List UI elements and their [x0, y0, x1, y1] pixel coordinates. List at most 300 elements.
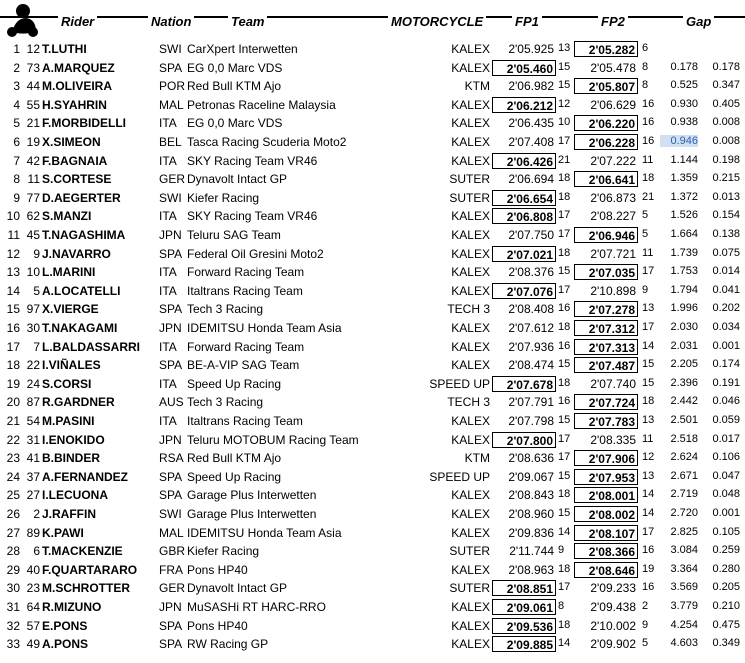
gap-previous-cell: 0.106 [712, 451, 740, 464]
motorcycle-cell: KALEX [451, 507, 490, 521]
position-cell: 1 [13, 42, 20, 56]
table-row [0, 339, 745, 357]
fp1-time-cell: 2'08.851 [492, 580, 556, 596]
table-row [0, 599, 745, 617]
header-gap: Gap [683, 14, 714, 29]
team-cell: Dynavolt Intact GP [187, 172, 288, 187]
fp2-time-cell: 2'07.035 [574, 264, 638, 280]
position-cell: 18 [6, 358, 20, 373]
gap-first-cell: 4.603 [670, 637, 698, 650]
fp2-time-cell: 2'08.001 [574, 487, 638, 503]
position-cell: 13 [6, 265, 20, 280]
fp1-lap-cell: 18 [558, 562, 571, 575]
fp1-lap-cell: 14 [558, 637, 571, 650]
motorcycle-cell: TECH 3 [447, 395, 490, 410]
gap-previous-cell: 0.047 [712, 469, 740, 482]
fp1-lap-cell: 17 [558, 283, 571, 296]
fp1-time-cell: 2'07.678 [492, 376, 556, 392]
fp1-time-cell: 2'06.694 [508, 172, 554, 187]
nation-cell: SWI [159, 507, 182, 521]
position-cell: 9 [13, 190, 20, 205]
nation-cell: GBR [159, 544, 186, 559]
rider-name-cell: F.MORBIDELLI [42, 116, 126, 131]
rider-number-cell: 77 [26, 190, 40, 205]
nation-cell: POR [159, 79, 186, 94]
team-cell: BE-A-VIP SAG Team [187, 358, 300, 373]
fp1-time-cell: 2'07.612 [508, 321, 554, 335]
gap-previous-cell: 0.046 [712, 395, 740, 408]
fp1-time-cell: 2'06.654 [492, 190, 556, 206]
nation-cell: ITA [159, 116, 177, 131]
team-cell: Red Bull KTM Ajo [187, 79, 282, 94]
gap-previous-cell: 0.059 [712, 414, 740, 426]
team-cell: Federal Oil Gresini Moto2 [187, 246, 324, 261]
gap-previous-cell: 0.475 [712, 618, 740, 631]
gap-previous-cell: 0.210 [712, 600, 740, 612]
table-row [0, 450, 745, 468]
team-cell: Pons HP40 [187, 562, 248, 577]
fp1-lap-cell: 14 [558, 525, 571, 538]
position-cell: 2 [13, 60, 20, 75]
team-cell: Forward Racing Team [187, 339, 305, 354]
table-row [0, 41, 745, 59]
position-cell: 8 [13, 172, 20, 187]
fp2-time-cell: 2'07.740 [590, 376, 636, 391]
team-cell: CarXpert Interwetten [187, 42, 298, 56]
fp2-lap-cell: 9 [642, 618, 649, 631]
rider-name-cell: S.CORSI [42, 376, 92, 391]
rider-number-cell: 62 [26, 209, 40, 224]
nation-cell: FRA [159, 562, 183, 577]
position-cell: 25 [6, 488, 20, 503]
team-cell: Tech 3 Racing [187, 395, 264, 410]
fp2-time-cell: 2'07.487 [574, 357, 638, 373]
fp2-time-cell: 2'05.807 [574, 78, 638, 94]
fp1-lap-cell: 18 [558, 172, 571, 185]
rider-number-cell: 9 [33, 246, 40, 261]
rider-number-cell: 7 [33, 339, 40, 354]
fp1-lap-cell: 17 [558, 432, 571, 445]
fp2-time-cell: 2'06.629 [590, 97, 636, 112]
fp1-time-cell: 2'07.936 [508, 339, 554, 354]
fp2-lap-cell: 14 [642, 339, 655, 352]
fp1-lap-cell: 18 [558, 376, 571, 389]
table-row [0, 376, 745, 394]
motorcycle-cell: KALEX [451, 135, 490, 149]
fp2-time-cell: 2'06.641 [574, 171, 638, 187]
fp2-time-cell: 2'07.222 [590, 153, 636, 168]
fp1-time-cell: 2'06.808 [492, 208, 556, 224]
rider-name-cell: A.FERNANDEZ [42, 469, 128, 484]
position-cell: 26 [6, 507, 20, 521]
fp1-time-cell: 2'09.061 [492, 599, 556, 615]
fp2-time-cell: 2'08.107 [574, 525, 638, 541]
motorcycle-rider-icon [2, 2, 42, 38]
gap-first-cell: 3.569 [670, 581, 698, 594]
fp1-lap-cell: 17 [558, 135, 571, 147]
nation-cell: JPN [159, 321, 182, 335]
gap-first-cell: 1.794 [670, 283, 698, 296]
nation-cell: SPA [159, 246, 183, 261]
nation-cell: BEL [159, 135, 182, 149]
gap-previous-cell: 0.075 [712, 246, 740, 259]
fp2-time-cell: 2'10.002 [590, 618, 636, 633]
team-cell: Pons HP40 [187, 618, 248, 633]
team-cell: Kiefer Racing [187, 544, 260, 559]
fp1-time-cell: 2'08.843 [508, 488, 554, 503]
gap-first-cell: 1.996 [670, 302, 698, 315]
table-row [0, 413, 745, 431]
rider-number-cell: 23 [26, 581, 40, 596]
position-cell: 27 [6, 525, 20, 540]
motorcycle-cell: SUTER [449, 544, 490, 559]
table-row [0, 301, 745, 319]
fp2-lap-cell: 16 [642, 135, 655, 147]
motorcycle-cell: KALEX [451, 358, 490, 373]
gap-previous-cell: 0.198 [712, 153, 740, 166]
fp2-lap-cell: 8 [642, 60, 649, 73]
rider-name-cell: M.OLIVEIRA [42, 79, 113, 94]
position-cell: 21 [6, 414, 20, 428]
rider-name-cell: M.PASINI [42, 414, 95, 428]
motorcycle-cell: SUTER [449, 581, 490, 596]
team-cell: Petronas Raceline Malaysia [187, 97, 336, 112]
team-cell: Italtrans Racing Team [187, 283, 303, 298]
table-row [0, 283, 745, 301]
fp2-lap-cell: 14 [642, 488, 655, 501]
table-row [0, 357, 745, 375]
rider-number-cell: 89 [26, 525, 40, 540]
nation-cell: ITA [159, 265, 177, 280]
team-cell: Tasca Racing Scuderia Moto2 [187, 135, 347, 149]
gap-first-cell: 2.501 [670, 414, 698, 426]
fp1-lap-cell: 9 [558, 544, 565, 557]
rider-number-cell: 44 [26, 79, 40, 94]
header-rule [0, 16, 745, 18]
fp2-lap-cell: 17 [642, 321, 655, 333]
team-cell: EG 0,0 Marc VDS [187, 60, 283, 75]
gap-previous-cell: 0.017 [712, 432, 740, 445]
rider-name-cell: T.LUTHI [42, 42, 87, 56]
fp2-time-cell: 2'06.220 [574, 115, 638, 131]
rider-name-cell: L.BALDASSARRI [42, 339, 140, 354]
fp2-lap-cell: 12 [642, 451, 655, 464]
gap-first-cell: 3.779 [670, 600, 698, 612]
rider-number-cell: 31 [26, 432, 40, 447]
fp1-time-cell: 2'09.536 [492, 618, 556, 634]
rider-number-cell: 55 [26, 97, 40, 112]
fp2-time-cell: 2'07.721 [590, 246, 636, 261]
header-nation: Nation [148, 14, 194, 29]
rider-name-cell: M.SCHROTTER [42, 581, 130, 596]
fp1-time-cell: 2'07.021 [492, 246, 556, 262]
nation-cell: ITA [159, 339, 177, 354]
rider-name-cell: X.SIMEON [42, 135, 101, 149]
fp1-time-cell: 2'07.798 [508, 414, 554, 428]
motorcycle-cell: KTM [464, 79, 490, 94]
gap-first-cell: 2.518 [670, 432, 698, 445]
rider-name-cell: L.MARINI [42, 265, 96, 280]
team-cell: Speed Up Racing [187, 376, 282, 391]
rider-name-cell: S.MANZI [42, 209, 92, 224]
nation-cell: RSA [159, 451, 184, 466]
nation-cell: MAL [159, 525, 184, 540]
fp1-lap-cell: 18 [558, 488, 571, 501]
nation-cell: SWI [159, 190, 182, 205]
position-cell: 17 [6, 339, 20, 354]
table-row [0, 525, 745, 543]
fp1-time-cell: 2'07.408 [508, 135, 554, 149]
rider-number-cell: 64 [26, 600, 40, 614]
fp1-lap-cell: 17 [558, 209, 571, 222]
fp2-lap-cell: 11 [642, 432, 654, 445]
fp1-lap-cell: 17 [558, 581, 571, 594]
table-row [0, 78, 745, 96]
fp2-time-cell: 2'06.228 [574, 134, 638, 150]
table-row [0, 134, 745, 152]
rider-name-cell: I.LECUONA [42, 488, 108, 503]
rider-name-cell: X.VIERGE [42, 302, 99, 317]
gap-first-cell: 3.364 [670, 562, 698, 575]
motorcycle-cell: KALEX [451, 265, 490, 280]
rider-name-cell: B.BINDER [42, 451, 101, 466]
fp1-time-cell: 2'07.800 [492, 432, 556, 448]
fp2-lap-cell: 21 [642, 190, 655, 203]
fp2-lap-cell: 16 [642, 97, 655, 110]
rider-name-cell: I.ENOKIDO [42, 432, 105, 447]
rider-number-cell: 19 [26, 135, 40, 149]
position-cell: 12 [6, 246, 20, 261]
rider-name-cell: F.QUARTARARO [42, 562, 138, 577]
gap-previous-cell: 0.154 [712, 209, 740, 222]
rider-name-cell: J.RAFFIN [42, 507, 96, 521]
gap-previous-cell: 0.405 [712, 97, 740, 110]
gap-previous-cell: 0.178 [712, 60, 740, 73]
rider-name-cell: H.SYAHRIN [42, 97, 107, 112]
fp2-lap-cell: 5 [642, 209, 649, 222]
nation-cell: JPN [159, 228, 182, 242]
gap-first-cell: 1.144 [670, 153, 698, 166]
position-cell: 10 [6, 209, 20, 224]
gap-previous-cell: 0.174 [712, 358, 740, 371]
table-row [0, 469, 745, 487]
rider-name-cell: A.LOCATELLI [42, 283, 121, 298]
fp2-lap-cell: 16 [642, 581, 655, 594]
team-cell: IDEMITSU Honda Team Asia [187, 525, 342, 540]
nation-cell: ITA [159, 209, 177, 224]
fp1-lap-cell: 16 [558, 302, 571, 315]
gap-previous-cell: 0.347 [712, 79, 740, 92]
table-row [0, 636, 745, 654]
nation-cell: ITA [159, 376, 177, 391]
gap-first-cell: 2.030 [670, 321, 698, 333]
fp1-lap-cell: 8 [558, 600, 565, 612]
motorcycle-cell: SUTER [449, 190, 490, 205]
position-cell: 24 [6, 469, 20, 484]
nation-cell: ITA [159, 153, 177, 168]
fp2-time-cell: 2'07.313 [574, 339, 638, 355]
rider-number-cell: 6 [33, 544, 40, 559]
rider-name-cell: D.AEGERTER [42, 190, 121, 205]
gap-first-cell: 2.031 [670, 339, 698, 352]
gap-first-cell: 2.825 [670, 525, 698, 538]
fp2-lap-cell: 8 [642, 79, 649, 92]
fp1-lap-cell: 18 [558, 618, 571, 631]
fp2-time-cell: 2'09.902 [590, 637, 636, 652]
gap-previous-cell: 0.013 [712, 190, 740, 203]
team-cell: Red Bull KTM Ajo [187, 451, 282, 466]
fp2-lap-cell: 15 [642, 358, 655, 371]
gap-first-cell: 2.719 [670, 488, 698, 501]
motorcycle-cell: KALEX [451, 153, 490, 168]
fp2-time-cell: 2'08.002 [574, 506, 638, 522]
rider-number-cell: 57 [26, 618, 40, 633]
fp1-lap-cell: 15 [558, 79, 571, 92]
fp2-time-cell: 2'07.783 [574, 413, 638, 429]
table-row [0, 115, 745, 133]
table-row [0, 208, 745, 226]
team-cell: Dynavolt Intact GP [187, 581, 288, 596]
fp2-lap-cell: 18 [642, 172, 655, 185]
fp1-lap-cell: 15 [558, 414, 571, 426]
gap-first-cell: 0.938 [670, 116, 698, 129]
rider-number-cell: 45 [26, 228, 40, 242]
fp2-lap-cell: 17 [642, 525, 655, 538]
position-cell: 31 [6, 600, 20, 614]
fp2-lap-cell: 16 [642, 116, 655, 129]
position-cell: 11 [7, 228, 20, 242]
rider-name-cell: F.BAGNAIA [42, 153, 108, 168]
fp2-time-cell: 2'07.724 [574, 394, 638, 410]
fp1-time-cell: 2'08.408 [508, 302, 554, 317]
gap-first-cell: 4.254 [670, 618, 698, 631]
fp1-lap-cell: 18 [558, 321, 571, 333]
gap-first-cell: 2.671 [670, 469, 698, 482]
table-row [0, 394, 745, 412]
rider-number-cell: 40 [26, 562, 40, 577]
gap-first-cell: 0.930 [670, 97, 698, 110]
gap-previous-cell: 0.008 [712, 135, 740, 147]
rider-number-cell: 49 [26, 637, 40, 652]
fp1-time-cell: 2'06.982 [508, 79, 554, 94]
motorcycle-cell: KALEX [451, 414, 490, 428]
fp2-time-cell: 2'08.646 [574, 562, 638, 578]
rider-number-cell: 37 [26, 469, 40, 484]
fp2-lap-cell: 19 [642, 562, 655, 575]
nation-cell: GER [159, 581, 186, 596]
table-row [0, 432, 745, 450]
position-cell: 32 [6, 618, 20, 633]
header-motorcycle: MOTORCYCLE [388, 14, 486, 29]
fp2-time-cell: 2'09.438 [590, 600, 636, 614]
fp1-lap-cell: 16 [558, 395, 571, 408]
header-fp1: FP1 [512, 14, 542, 29]
rider-number-cell: 54 [26, 414, 40, 428]
fp2-lap-cell: 6 [642, 42, 649, 54]
motorcycle-cell: KALEX [451, 228, 490, 242]
nation-cell: SPA [159, 488, 183, 503]
rider-number-cell: 21 [26, 116, 40, 131]
position-cell: 6 [13, 135, 20, 149]
motorcycle-cell: KALEX [451, 97, 490, 112]
table-row [0, 190, 745, 208]
position-cell: 7 [13, 153, 20, 168]
fp2-lap-cell: 16 [642, 544, 655, 557]
fp1-time-cell: 2'07.076 [492, 283, 556, 299]
gap-first-cell: 2.720 [670, 507, 698, 519]
team-cell: Tech 3 Racing [187, 302, 264, 317]
fp2-time-cell: 2'09.233 [590, 581, 636, 596]
position-cell: 30 [6, 581, 20, 596]
gap-first-cell: 2.396 [670, 376, 698, 389]
motorcycle-cell: KALEX [451, 339, 490, 354]
fp2-lap-cell: 17 [642, 265, 655, 278]
position-cell: 28 [6, 544, 20, 559]
position-cell: 23 [6, 451, 20, 466]
nation-cell: JPN [159, 600, 182, 614]
gap-first-cell: 2.442 [670, 395, 698, 408]
fp1-lap-cell: 17 [558, 228, 571, 240]
motorcycle-cell: KALEX [451, 488, 490, 503]
fp2-lap-cell: 13 [642, 302, 655, 315]
rider-number-cell: 2 [33, 507, 40, 521]
position-cell: 5 [13, 116, 20, 131]
team-cell: Italtrans Racing Team [187, 414, 303, 428]
table-row [0, 618, 745, 636]
gap-previous-cell: 0.138 [712, 228, 740, 240]
team-cell: Speed Up Racing [187, 469, 282, 484]
rider-name-cell: K.PAWI [42, 525, 84, 540]
fp1-time-cell: 2'08.474 [508, 358, 554, 373]
rider-name-cell: T.MACKENZIE [42, 544, 123, 559]
rider-name-cell: S.CORTESE [42, 172, 112, 187]
fp1-lap-cell: 15 [558, 507, 571, 519]
motorcycle-cell: KALEX [451, 60, 490, 75]
gap-first-cell: 1.753 [670, 265, 698, 278]
table-row [0, 562, 745, 580]
team-cell: Kiefer Racing [187, 190, 260, 205]
header-rider: Rider [58, 14, 97, 29]
gap-first-cell: 1.359 [670, 172, 698, 185]
nation-cell: ITA [159, 414, 177, 428]
rider-number-cell: 41 [26, 451, 40, 466]
rider-name-cell: I.VIÑALES [42, 358, 101, 373]
team-cell: SKY Racing Team VR46 [187, 209, 318, 224]
motorcycle-cell: SUTER [449, 172, 490, 187]
rider-number-cell: 5 [33, 283, 40, 298]
fp2-lap-cell: 11 [642, 246, 654, 259]
team-cell: RW Racing GP [187, 637, 269, 652]
rider-name-cell: A.PONS [42, 637, 89, 652]
motorcycle-cell: KALEX [451, 116, 490, 131]
position-cell: 15 [6, 302, 20, 317]
position-cell: 14 [6, 283, 20, 298]
header-fp2: FP2 [598, 14, 628, 29]
fp2-lap-cell: 9 [642, 283, 649, 296]
gap-previous-cell: 0.105 [712, 525, 740, 538]
gap-previous-cell: 0.001 [712, 507, 740, 519]
rider-number-cell: 11 [27, 172, 40, 187]
position-cell: 19 [6, 376, 20, 391]
rider-number-cell: 73 [26, 60, 40, 75]
fp2-time-cell: 2'05.282 [574, 41, 638, 57]
motorcycle-cell: KALEX [451, 525, 490, 540]
gap-first-cell: 2.205 [670, 358, 698, 371]
gap-previous-cell: 0.205 [712, 581, 740, 594]
rider-number-cell: 10 [26, 265, 40, 280]
table-row [0, 60, 745, 78]
nation-cell: JPN [159, 432, 182, 447]
